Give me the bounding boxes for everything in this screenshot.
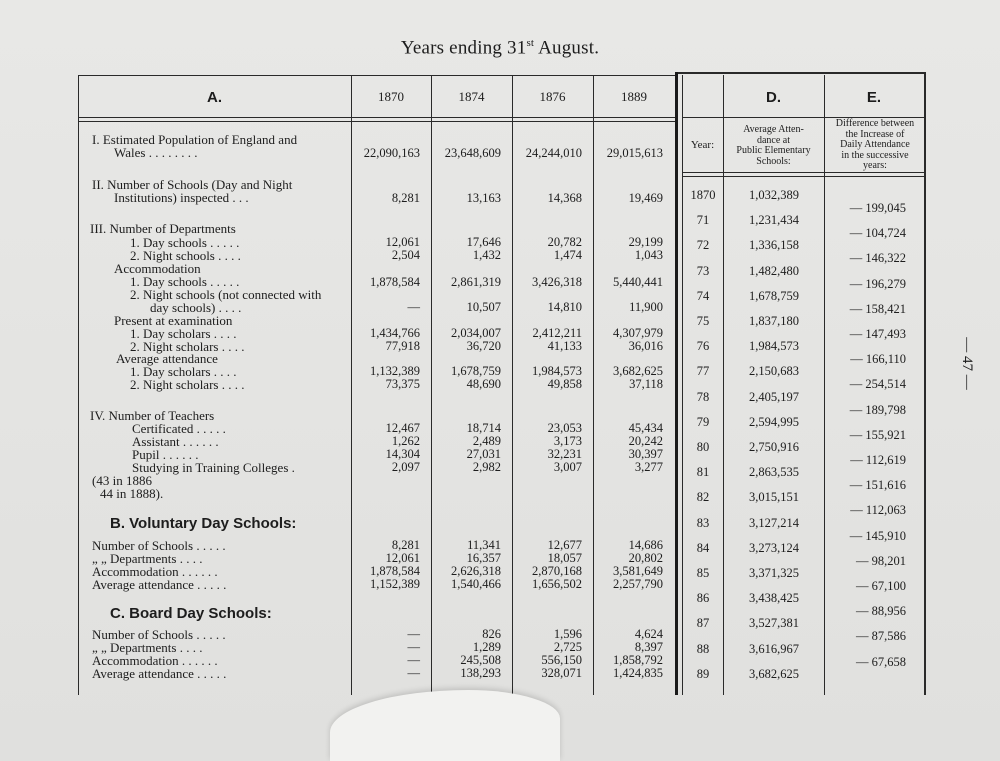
- cell-value: 1,132,389: [370, 364, 420, 378]
- title-text-end: August.: [534, 37, 600, 59]
- table-top-border: [78, 75, 678, 76]
- difference-cell: — 158,421: [849, 301, 906, 316]
- attendance-cell: 2,594,995: [749, 414, 799, 429]
- cell-value: 1,878,584: [370, 275, 420, 289]
- cell-value: 73,375: [385, 377, 420, 391]
- section-b-title: B. Voluntary Day Schools:: [110, 515, 297, 532]
- page-title: [0, 37, 1000, 59]
- year-cell: 72: [696, 238, 710, 253]
- year-cell: 87: [696, 616, 710, 631]
- board-cell-value: 8,397: [634, 640, 663, 654]
- cell-value: 77,918: [385, 339, 420, 353]
- year-cell: 71: [696, 213, 710, 228]
- year-cell: 75: [696, 314, 710, 328]
- voluntary-cell-value: 14,686: [628, 538, 663, 552]
- year-cell: 89: [696, 666, 710, 681]
- board-cell-value: —: [407, 666, 420, 680]
- cell-value: 22,090,163: [363, 146, 420, 160]
- cell-value: 4,307,979: [613, 326, 663, 340]
- voluntary-cell-value: 1,656,502: [532, 577, 582, 591]
- difference-cell: — 67,658: [856, 654, 906, 669]
- d-desc-line: Average Atten-: [743, 124, 804, 135]
- voluntary-cell-value: 3,581,649: [613, 564, 663, 578]
- title-text: Years ending 31: [400, 37, 527, 59]
- voluntary-cell-value: 1,878,584: [370, 564, 420, 578]
- difference-cell: — 166,110: [850, 352, 906, 367]
- board-cell-value: 1,424,835: [613, 666, 663, 680]
- attendance-cell: 1,032,389: [749, 188, 799, 202]
- header-d: D.: [766, 89, 781, 106]
- cell-value: 36,720: [466, 339, 501, 353]
- difference-cell: — 147,493: [849, 327, 906, 341]
- cell-value: 12,467: [385, 421, 420, 435]
- row-label: Average attendance: [116, 351, 218, 366]
- row-label: Institutions) inspected . . .: [114, 190, 249, 205]
- difference-cell: — 67,100: [856, 579, 906, 593]
- cell-value: 45,434: [628, 421, 663, 435]
- cell-value: —: [407, 300, 420, 314]
- row-label: Present at examination: [114, 313, 233, 328]
- cell-value: 2,489: [472, 434, 501, 448]
- cell-value: 1,678,759: [451, 364, 501, 378]
- difference-cell: — 112,063: [850, 503, 906, 518]
- cell-value: 20,242: [628, 434, 663, 448]
- voluntary-cell-value: 16,357: [466, 551, 501, 565]
- right-table-top-border: [678, 72, 926, 74]
- board-cell-value: 1,289: [472, 640, 501, 654]
- voluntary-row-label: „ „ Departments . . . .: [92, 551, 203, 566]
- cell-value: 2,504: [391, 248, 420, 262]
- header-rule-double: [78, 121, 678, 122]
- section-c-title: C. Board Day Schools:: [110, 605, 272, 622]
- cell-value: 14,368: [547, 191, 582, 205]
- cell-value: 32,231: [547, 447, 582, 461]
- cell-value: 29,199: [628, 235, 663, 249]
- board-row-label: Accommodation . . . . . .: [92, 653, 218, 668]
- cell-value: 3,007: [553, 460, 582, 474]
- year-cell: 83: [696, 515, 710, 530]
- attendance-cell: 1,837,180: [749, 314, 799, 328]
- difference-cell: — 254,514: [849, 377, 906, 392]
- board-cell-value: 1,858,792: [613, 653, 663, 667]
- row-label: II. Number of Schools (Day and Night: [92, 177, 293, 192]
- cell-value: 27,031: [466, 447, 501, 461]
- cell-value: 23,053: [547, 421, 582, 435]
- attendance-cell: 2,750,916: [749, 440, 799, 454]
- table-mid-border: [675, 72, 678, 695]
- row-label: III. Number of Departments: [90, 221, 236, 236]
- row-label: Wales . . . . . . . .: [114, 145, 198, 160]
- cell-value: 14,810: [547, 300, 582, 314]
- header-1876: 1876: [539, 89, 566, 104]
- attendance-cell: 1,336,158: [749, 238, 799, 253]
- attendance-cell: 3,616,967: [749, 641, 799, 656]
- row-label: day schools) . . . .: [150, 300, 242, 315]
- right-subheader-rule: [682, 172, 924, 173]
- e-desc-line: Daily Attendance: [840, 139, 910, 150]
- row-label: 1. Day scholars . . . .: [130, 326, 237, 341]
- e-desc-line: Difference between: [835, 118, 915, 129]
- voluntary-cell-value: 20,802: [628, 551, 663, 565]
- header-e-description: [824, 119, 926, 172]
- header-year: Year:: [690, 139, 715, 151]
- year-cell: 84: [696, 540, 710, 555]
- attendance-cell: 3,127,214: [749, 515, 799, 530]
- difference-cell: — 98,201: [856, 553, 906, 568]
- row-label: IV. Number of Teachers: [90, 408, 215, 423]
- cell-value: 1,432: [472, 248, 501, 262]
- cell-value: 2,982: [472, 460, 501, 474]
- voluntary-row-label: Number of Schools . . . . .: [92, 538, 226, 553]
- board-cell-value: 826: [482, 627, 501, 641]
- board-cell-value: 2,725: [553, 640, 582, 654]
- cell-value: 49,858: [547, 377, 582, 391]
- d-desc-line: Schools:: [756, 155, 791, 167]
- voluntary-row-label: Accommodation . . . . . .: [92, 564, 218, 579]
- voluntary-cell-value: 1,540,466: [451, 577, 501, 591]
- title-superscript: st: [526, 37, 535, 49]
- board-cell-value: 4,624: [634, 627, 663, 641]
- cell-value: 3,277: [634, 460, 663, 474]
- year-cell: 78: [696, 389, 710, 404]
- e-desc-line: the Increase of: [845, 128, 905, 140]
- row-label: (43 in 1886: [92, 473, 152, 488]
- board-row-label: Number of Schools . . . . .: [92, 627, 226, 642]
- year-cell: 77: [696, 364, 710, 379]
- attendance-cell: 1,231,434: [749, 213, 799, 228]
- board-cell-value: —: [407, 653, 420, 667]
- e-desc-line: in the successive: [841, 149, 909, 161]
- voluntary-cell-value: 2,257,790: [613, 577, 663, 591]
- year-cell: 86: [696, 591, 710, 606]
- cell-value: 8,281: [391, 191, 420, 205]
- torn-paper-corner: [330, 690, 560, 761]
- row-label: Accommodation: [114, 261, 201, 276]
- voluntary-cell-value: 11,341: [467, 538, 501, 552]
- difference-cell: — 189,798: [849, 402, 906, 417]
- board-cell-value: 245,508: [460, 653, 501, 667]
- voluntary-cell-value: 18,057: [547, 551, 582, 565]
- row-label: Assistant . . . . . .: [132, 434, 219, 449]
- d-desc-line: dance at: [756, 134, 791, 146]
- row-label: 2. Night scholars . . . .: [130, 377, 245, 392]
- attendance-cell: 1,984,573: [749, 339, 799, 354]
- right-subheader-rule-double: [682, 176, 924, 177]
- board-cell-value: 556,150: [541, 653, 582, 667]
- attendance-cell: 2,863,535: [749, 465, 799, 480]
- cell-value: 3,682,625: [613, 364, 663, 378]
- attendance-cell: 3,527,381: [749, 616, 799, 631]
- cell-value: 14,304: [385, 447, 420, 461]
- row-label: 1. Day schools . . . . .: [130, 235, 240, 250]
- row-label: Studying in Training Colleges .: [132, 460, 295, 475]
- voluntary-row-label: Average attendance . . . . .: [92, 577, 227, 592]
- cell-value: 10,507: [466, 300, 501, 314]
- year-cell: 81: [696, 465, 710, 480]
- header-1874: 1874: [458, 89, 485, 104]
- board-cell-value: —: [407, 640, 420, 654]
- cell-value: 3,173: [553, 434, 582, 448]
- row-label: 44 in 1888).: [100, 486, 164, 501]
- difference-cell: — 199,045: [849, 201, 906, 215]
- cell-value: 36,016: [628, 339, 663, 353]
- cell-value: 2,034,007: [451, 326, 501, 340]
- cell-value: 12,061: [385, 235, 420, 249]
- cell-value: 37,118: [629, 377, 663, 391]
- cell-value: 41,133: [547, 339, 582, 353]
- row-label: 1. Day scholars . . . .: [130, 364, 237, 379]
- year-cell: 74: [696, 288, 710, 303]
- difference-cell: — 88,956: [856, 604, 906, 619]
- cell-value: 18,714: [466, 421, 501, 435]
- attendance-cell: 3,371,325: [749, 566, 799, 580]
- cell-value: 29,015,613: [606, 146, 663, 160]
- board-row-label: „ „ Departments . . . .: [92, 640, 203, 655]
- cell-value: 1,984,573: [532, 364, 582, 378]
- header-d-description: [723, 125, 824, 167]
- table-left-border: [78, 75, 79, 695]
- year-cell: 82: [696, 490, 710, 505]
- attendance-cell: 1,678,759: [749, 288, 799, 303]
- voluntary-cell-value: 2,870,168: [532, 564, 582, 578]
- cell-value: 1,474: [553, 248, 582, 262]
- cell-value: 3,426,318: [532, 275, 582, 289]
- row-label: 2. Night schools . . . .: [130, 248, 241, 263]
- attendance-cell: 3,015,151: [749, 490, 799, 505]
- cell-value: 48,690: [466, 377, 501, 391]
- cell-value: 24,244,010: [525, 146, 582, 160]
- cell-value: 1,434,766: [370, 326, 420, 340]
- header-1870: 1870: [378, 89, 404, 104]
- attendance-cell: 1,482,480: [749, 263, 799, 278]
- row-label: 2. Night schools (not connected with: [130, 287, 322, 302]
- cell-value: 13,163: [466, 191, 501, 205]
- difference-cell: — 112,619: [850, 453, 906, 467]
- board-cell-value: 328,071: [541, 666, 582, 680]
- cell-value: 30,397: [628, 447, 663, 461]
- header-e: E.: [866, 89, 882, 106]
- difference-cell: — 155,921: [849, 427, 906, 442]
- difference-cell: — 146,322: [849, 251, 906, 266]
- difference-cell: — 104,724: [849, 226, 906, 241]
- header-rule: [78, 117, 678, 118]
- d-desc-line: Public Elementary: [736, 145, 811, 156]
- attendance-cell: 3,273,124: [749, 540, 799, 555]
- voluntary-cell-value: 1,152,389: [370, 577, 420, 591]
- voluntary-cell-value: 12,061: [385, 551, 420, 565]
- attendance-cell: 2,405,197: [749, 389, 799, 404]
- voluntary-cell-value: 8,281: [391, 538, 420, 552]
- cell-value: 1,043: [634, 248, 663, 262]
- cell-value: 2,412,211: [532, 326, 582, 340]
- board-cell-value: 1,596: [553, 627, 582, 641]
- voluntary-cell-value: 12,677: [547, 538, 582, 552]
- row-label: 2. Night scholars . . . .: [130, 339, 245, 354]
- year-cell: 88: [696, 641, 710, 656]
- cell-value: 19,469: [628, 191, 663, 205]
- year-cell: 79: [696, 414, 710, 429]
- cell-value: 2,097: [391, 460, 420, 474]
- difference-cell: — 196,279: [849, 276, 906, 291]
- year-cell: 80: [696, 440, 710, 454]
- year-cell: 76: [696, 339, 710, 354]
- header-1889: 1889: [621, 89, 647, 104]
- cell-value: 5,440,441: [613, 275, 663, 289]
- page-number: — 47 —: [958, 337, 975, 390]
- attendance-cell: 3,438,425: [749, 591, 799, 606]
- attendance-cell: 2,150,683: [749, 364, 799, 379]
- cell-value: 1,262: [391, 434, 420, 448]
- difference-cell: — 151,616: [849, 478, 906, 493]
- row-label: I. Estimated Population of England and: [92, 132, 298, 147]
- difference-cell: — 145,910: [849, 528, 906, 543]
- board-cell-value: 138,293: [460, 666, 501, 680]
- year-cell: 85: [696, 566, 710, 580]
- row-label: Certificated . . . . .: [132, 421, 226, 436]
- cell-value: 11,900: [629, 300, 663, 314]
- cell-value: 23,648,609: [444, 146, 501, 160]
- year-cell: 73: [696, 263, 710, 278]
- row-label: 1. Day schools . . . . .: [130, 274, 240, 289]
- cell-value: 20,782: [547, 235, 582, 249]
- attendance-cell: 3,682,625: [749, 666, 799, 681]
- header-a: A.: [207, 89, 222, 106]
- cell-value: 2,861,319: [451, 275, 501, 289]
- row-label: Pupil . . . . . .: [132, 447, 199, 462]
- year-cell: 1870: [690, 188, 716, 202]
- e-desc-line: years:: [863, 160, 887, 171]
- board-row-label: Average attendance . . . . .: [92, 666, 227, 681]
- difference-cell: — 87,586: [856, 629, 906, 644]
- cell-value: 17,646: [466, 235, 501, 249]
- board-cell-value: —: [407, 627, 420, 641]
- voluntary-cell-value: 2,626,318: [451, 564, 501, 578]
